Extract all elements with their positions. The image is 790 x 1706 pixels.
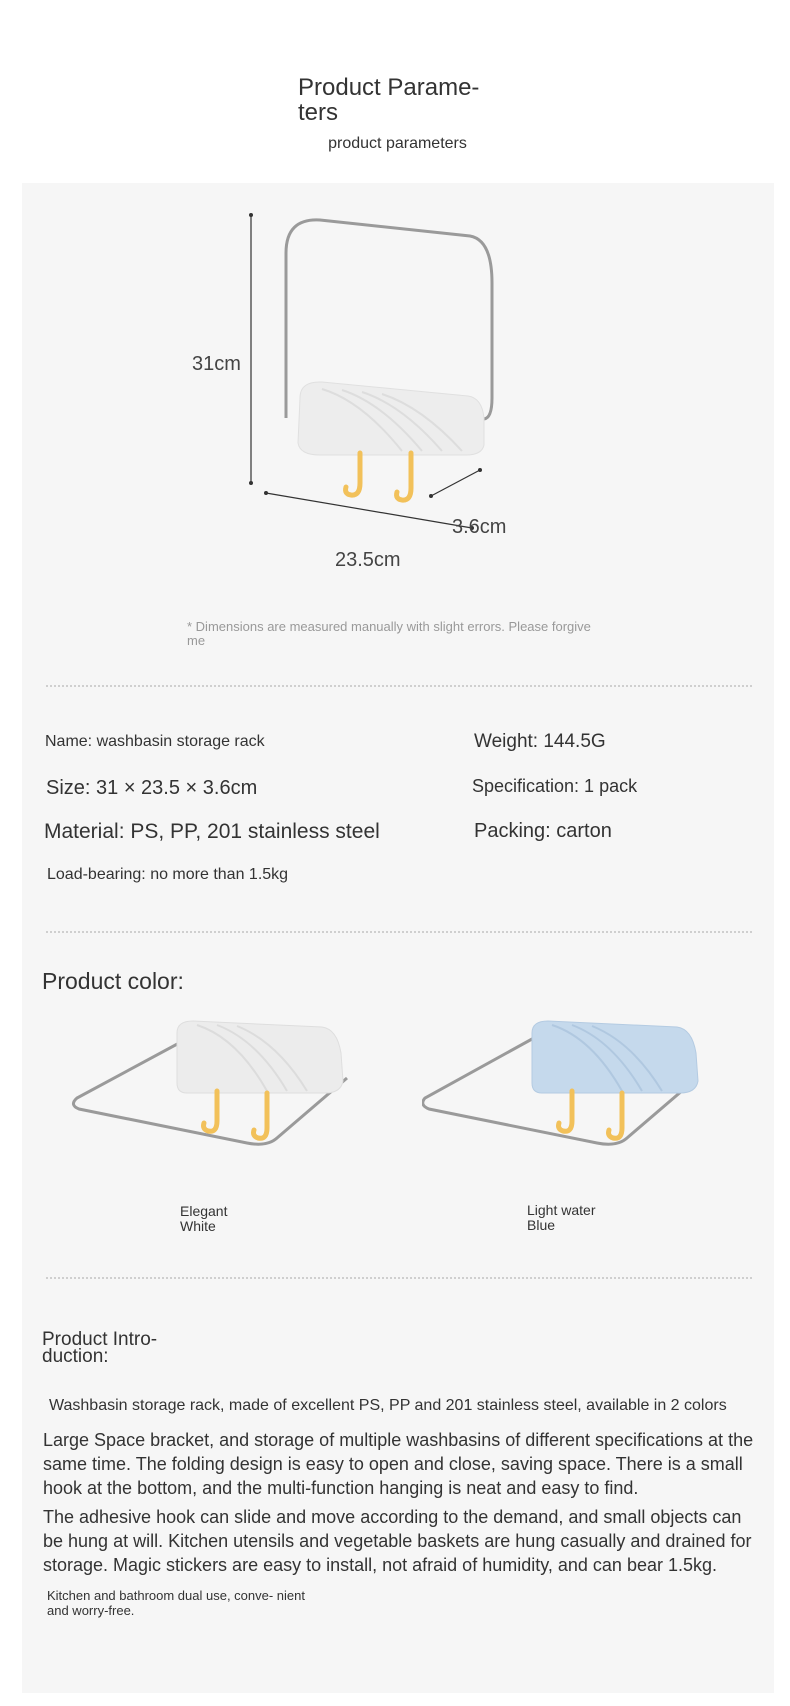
intro-paragraph-2: The adhesive hook can slide and move according to the demand, and small objects can be hung at will. Kitchen utensils and vegetable baskets are hung casually and drained for storage. Magic stickers are easy to install, not afraid of humidity, and can bear 1.5kg.: [43, 1507, 752, 1575]
dimension-diagram: [22, 183, 774, 603]
hook: [346, 453, 411, 500]
page-title: Product Parame- ters: [298, 74, 480, 126]
measurement-note: * Dimensions are measured manually with slight errors. Please forgive me: [187, 619, 591, 648]
spec-material: Material: PS, PP, 201 stainless steel: [44, 820, 380, 843]
spec-size: Size: 31 × 23.5 × 3.6cm: [46, 777, 258, 799]
divider: [46, 931, 752, 933]
product-introduction-heading: Product Intro- duction:: [42, 1329, 158, 1367]
page-subtitle: product parameters: [328, 135, 467, 152]
spec-name: Name: washbasin storage rack: [45, 733, 265, 750]
header: [0, 0, 790, 183]
spec-packing: Packing: carton: [474, 820, 612, 842]
height-label: 31cm: [192, 353, 241, 375]
color-label-white: Elegant White: [180, 1203, 228, 1234]
spec-specification: Specification: 1 pack: [472, 776, 638, 796]
color-sample-blue: [422, 1013, 752, 1173]
depth-dimension-line: [431, 470, 480, 496]
width-label: 23.5cm: [335, 549, 401, 571]
color-label-blue: Light water Blue: [527, 1202, 596, 1233]
spec-weight: Weight: 144.5G: [474, 731, 606, 752]
intro-paragraph-1: Large Space bracket, and storage of multiple washbasins of different specifications at the same time. The folding design is easy to open and close, saving space. There is a small hook at the bottom, and the multi-function hanging is neat and easy to find.: [43, 1430, 754, 1498]
content-panel: [22, 183, 774, 1693]
divider: [46, 685, 752, 687]
intro-lead: Washbasin storage rack, made of excellent PS, PP and 201 stainless steel, available in 2 colors: [49, 1397, 727, 1414]
intro-footer: Kitchen and bathroom dual use, conve- nient and worry-free.: [47, 1588, 306, 1618]
color-sample-white: [67, 1013, 397, 1173]
depth-label: 3.6cm: [452, 516, 507, 538]
spec-load-bearing: Load-bearing: no more than 1.5kg: [47, 866, 289, 883]
width-dimension-line: [266, 493, 472, 528]
product-color-heading: Product color:: [42, 968, 184, 994]
divider: [46, 1277, 752, 1279]
